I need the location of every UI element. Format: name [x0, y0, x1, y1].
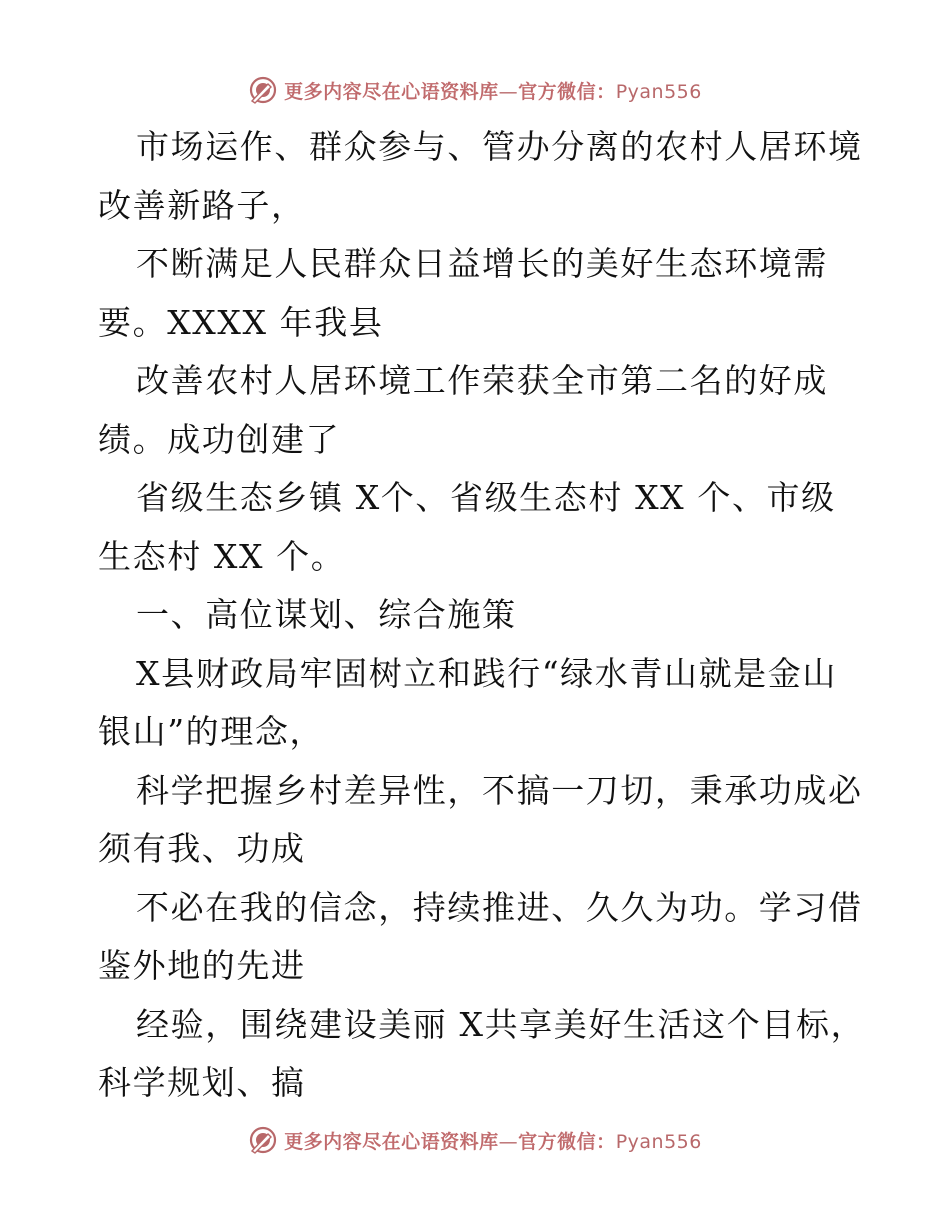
paragraph: 不断满足人民群众日益增长的美好生态环境需要。XXXX 年我县 — [98, 244, 828, 342]
header-banner-title: 更多内容尽在心语资料库 — [284, 80, 499, 103]
document-body — [98, 118, 868, 1113]
paragraph: 不必在我的信念，持续推进、久久为功。学习借鉴外地的先进 — [98, 887, 863, 985]
section-heading: 一、高位谋划、综合施策 — [136, 595, 517, 634]
header-banner-text — [284, 77, 702, 104]
paragraph: X县财政局牢固树立和践行“绿水青山就是金山银山”的理念， — [98, 653, 837, 751]
footer-banner — [0, 1120, 950, 1160]
pen-logo-icon — [248, 1125, 278, 1155]
footer-banner-wechat-id: Pyan556 — [615, 1130, 702, 1153]
header-banner-dash: — — [498, 80, 519, 103]
footer-banner-wechat-label: 官方微信： — [518, 1130, 616, 1153]
footer-banner-title: 更多内容尽在心语资料库 — [284, 1130, 499, 1153]
paragraph: 经验，围绕建设美丽 X共享美好生活这个目标，科学规划、搞 — [98, 1004, 866, 1102]
footer-banner-text — [284, 1127, 702, 1154]
paragraph: 科学把握乡村差异性，不搞一刀切，秉承功成必须有我、功成 — [98, 770, 863, 868]
footer-banner-dash: — — [498, 1130, 519, 1153]
paragraph: 市场运作、群众参与、管办分离的农村人居环境改善新路子， — [98, 127, 863, 225]
pen-logo-icon — [248, 75, 278, 105]
header-banner-wechat-id: Pyan556 — [615, 80, 702, 103]
paragraph: 改善农村人居环境工作荣获全市第二名的好成绩。成功创建了 — [98, 361, 828, 459]
header-banner-wechat-label: 官方微信： — [518, 80, 616, 103]
paragraph: 省级生态乡镇 X个、省级生态村 XX 个、市级生态村 XX 个。 — [98, 478, 836, 576]
header-banner — [0, 70, 950, 110]
